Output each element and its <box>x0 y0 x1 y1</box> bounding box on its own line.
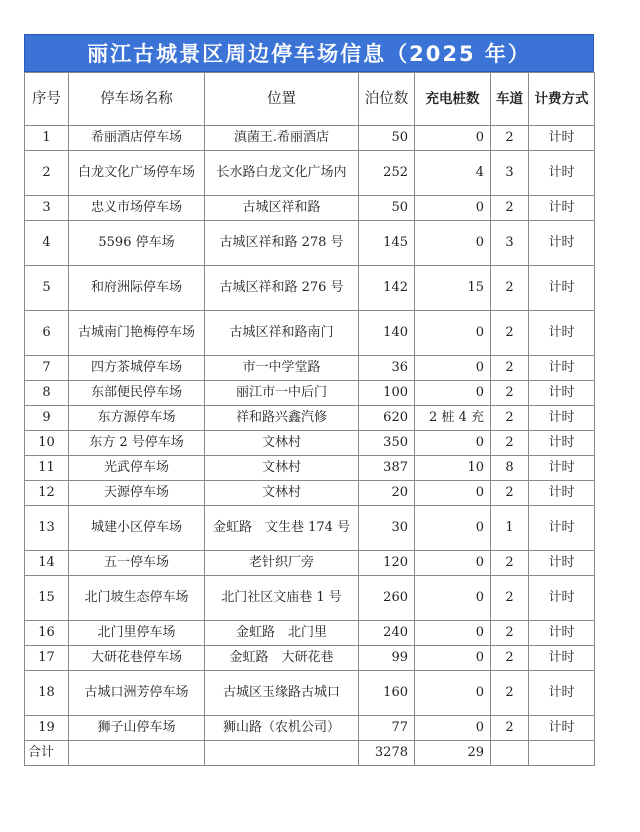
cell-chargers: 0 <box>415 506 491 551</box>
cell-lanes: 2 <box>491 406 529 431</box>
cell-location: 古城区祥和路 <box>205 196 359 221</box>
cell-lanes: 2 <box>491 126 529 151</box>
cell-billing: 计时 <box>529 506 595 551</box>
cell-spaces: 252 <box>359 151 415 196</box>
table-row <box>25 576 595 621</box>
cell-billing: 计时 <box>529 456 595 481</box>
cell-chargers: 0 <box>415 646 491 671</box>
cell-name: 大研花巷停车场 <box>69 646 205 671</box>
cell-chargers: 0 <box>415 196 491 221</box>
cell-lanes: 2 <box>491 646 529 671</box>
table-row <box>25 151 595 196</box>
cell-lanes: 2 <box>491 266 529 311</box>
cell-lanes: 2 <box>491 481 529 506</box>
total-empty-name <box>69 741 205 766</box>
cell-no: 6 <box>25 311 69 356</box>
cell-billing: 计时 <box>529 126 595 151</box>
cell-no: 12 <box>25 481 69 506</box>
header-location: 位置 <box>205 73 359 126</box>
page-title: 丽江古城景区周边停车场信息（2025 年） <box>24 34 594 72</box>
cell-chargers: 0 <box>415 481 491 506</box>
cell-spaces: 240 <box>359 621 415 646</box>
table-row <box>25 381 595 406</box>
cell-location: 老针织厂旁 <box>205 551 359 576</box>
cell-no: 10 <box>25 431 69 456</box>
cell-location: 古城区玉缘路古城口 <box>205 671 359 716</box>
cell-name: 希丽酒店停车场 <box>69 126 205 151</box>
header-chargers: 充电桩数 <box>415 73 491 126</box>
cell-name: 东方源停车场 <box>69 406 205 431</box>
cell-spaces: 120 <box>359 551 415 576</box>
cell-chargers: 0 <box>415 221 491 266</box>
table-row <box>25 126 595 151</box>
cell-chargers: 0 <box>415 431 491 456</box>
table-row <box>25 716 595 741</box>
table-row <box>25 406 595 431</box>
cell-no: 9 <box>25 406 69 431</box>
cell-no: 8 <box>25 381 69 406</box>
cell-chargers: 0 <box>415 551 491 576</box>
table-row <box>25 311 595 356</box>
cell-lanes: 8 <box>491 456 529 481</box>
cell-spaces: 20 <box>359 481 415 506</box>
cell-no: 14 <box>25 551 69 576</box>
parking-table <box>24 72 595 766</box>
cell-location: 狮山路（农机公司） <box>205 716 359 741</box>
cell-spaces: 77 <box>359 716 415 741</box>
header-lanes: 车道 <box>491 73 529 126</box>
cell-name: 忠义市场停车场 <box>69 196 205 221</box>
cell-chargers: 0 <box>415 576 491 621</box>
cell-spaces: 387 <box>359 456 415 481</box>
cell-spaces: 260 <box>359 576 415 621</box>
table-row <box>25 196 595 221</box>
cell-name: 天源停车场 <box>69 481 205 506</box>
cell-chargers: 4 <box>415 151 491 196</box>
cell-no: 5 <box>25 266 69 311</box>
cell-no: 15 <box>25 576 69 621</box>
cell-spaces: 50 <box>359 126 415 151</box>
cell-spaces: 160 <box>359 671 415 716</box>
table-row <box>25 431 595 456</box>
cell-name: 四方茶城停车场 <box>69 356 205 381</box>
cell-lanes: 2 <box>491 671 529 716</box>
cell-spaces: 620 <box>359 406 415 431</box>
table-row <box>25 481 595 506</box>
total-row <box>25 741 595 766</box>
cell-lanes: 2 <box>491 381 529 406</box>
cell-location: 金虹路 北门里 <box>205 621 359 646</box>
cell-billing: 计时 <box>529 356 595 381</box>
cell-billing: 计时 <box>529 381 595 406</box>
total-spaces: 3278 <box>359 741 415 766</box>
parking-info-sheet <box>24 34 594 766</box>
header-billing: 计费方式 <box>529 73 595 126</box>
cell-no: 3 <box>25 196 69 221</box>
cell-lanes: 2 <box>491 196 529 221</box>
cell-lanes: 2 <box>491 576 529 621</box>
cell-no: 18 <box>25 671 69 716</box>
cell-spaces: 30 <box>359 506 415 551</box>
cell-no: 16 <box>25 621 69 646</box>
cell-lanes: 3 <box>491 221 529 266</box>
cell-location: 古城区祥和路南门 <box>205 311 359 356</box>
cell-billing: 计时 <box>529 671 595 716</box>
cell-lanes: 2 <box>491 431 529 456</box>
cell-billing: 计时 <box>529 481 595 506</box>
cell-lanes: 2 <box>491 311 529 356</box>
cell-name: 东部便民停车场 <box>69 381 205 406</box>
cell-name: 和府洲际停车场 <box>69 266 205 311</box>
cell-billing: 计时 <box>529 406 595 431</box>
cell-chargers: 10 <box>415 456 491 481</box>
cell-chargers: 15 <box>415 266 491 311</box>
cell-lanes: 1 <box>491 506 529 551</box>
cell-spaces: 145 <box>359 221 415 266</box>
total-chargers: 29 <box>415 741 491 766</box>
table-row <box>25 621 595 646</box>
cell-name: 东方 2 号停车场 <box>69 431 205 456</box>
cell-spaces: 142 <box>359 266 415 311</box>
cell-location: 金虹路 文生巷 174 号 <box>205 506 359 551</box>
cell-billing: 计时 <box>529 716 595 741</box>
cell-chargers: 0 <box>415 311 491 356</box>
cell-chargers: 0 <box>415 621 491 646</box>
cell-lanes: 2 <box>491 356 529 381</box>
cell-location: 丽江市一中后门 <box>205 381 359 406</box>
cell-no: 19 <box>25 716 69 741</box>
cell-no: 11 <box>25 456 69 481</box>
cell-chargers: 0 <box>415 671 491 716</box>
cell-location: 北门社区文庙巷 1 号 <box>205 576 359 621</box>
cell-location: 金虹路 大研花巷 <box>205 646 359 671</box>
cell-billing: 计时 <box>529 151 595 196</box>
cell-billing: 计时 <box>529 646 595 671</box>
cell-name: 五一停车场 <box>69 551 205 576</box>
cell-lanes: 2 <box>491 621 529 646</box>
cell-spaces: 100 <box>359 381 415 406</box>
table-row <box>25 671 595 716</box>
cell-no: 7 <box>25 356 69 381</box>
cell-no: 13 <box>25 506 69 551</box>
table-row <box>25 646 595 671</box>
cell-lanes: 2 <box>491 716 529 741</box>
cell-no: 4 <box>25 221 69 266</box>
cell-chargers: 0 <box>415 126 491 151</box>
cell-name: 5596 停车场 <box>69 221 205 266</box>
cell-no: 2 <box>25 151 69 196</box>
total-empty-billing <box>529 741 595 766</box>
cell-billing: 计时 <box>529 576 595 621</box>
cell-no: 17 <box>25 646 69 671</box>
header-row <box>25 73 595 126</box>
cell-name: 城建小区停车场 <box>69 506 205 551</box>
cell-location: 市一中学堂路 <box>205 356 359 381</box>
cell-chargers: 0 <box>415 356 491 381</box>
cell-billing: 计时 <box>529 551 595 576</box>
table-row <box>25 266 595 311</box>
cell-billing: 计时 <box>529 431 595 456</box>
cell-billing: 计时 <box>529 621 595 646</box>
cell-billing: 计时 <box>529 311 595 356</box>
table-row <box>25 551 595 576</box>
cell-name: 古城口洲芳停车场 <box>69 671 205 716</box>
cell-location: 文林村 <box>205 456 359 481</box>
cell-spaces: 50 <box>359 196 415 221</box>
cell-location: 古城区祥和路 276 号 <box>205 266 359 311</box>
cell-location: 长水路白龙文化广场内 <box>205 151 359 196</box>
cell-location: 滇菌王.希丽酒店 <box>205 126 359 151</box>
cell-chargers: 0 <box>415 381 491 406</box>
cell-spaces: 99 <box>359 646 415 671</box>
total-empty-location <box>205 741 359 766</box>
table-row <box>25 356 595 381</box>
cell-location: 祥和路兴鑫汽修 <box>205 406 359 431</box>
total-label: 合计 <box>25 741 69 766</box>
cell-name: 光武停车场 <box>69 456 205 481</box>
cell-spaces: 36 <box>359 356 415 381</box>
cell-name: 北门坡生态停车场 <box>69 576 205 621</box>
cell-location: 古城区祥和路 278 号 <box>205 221 359 266</box>
cell-billing: 计时 <box>529 221 595 266</box>
cell-name: 白龙文化广场停车场 <box>69 151 205 196</box>
header-no: 序号 <box>25 73 69 126</box>
cell-chargers: 2 桩 4 充 <box>415 406 491 431</box>
table-row <box>25 506 595 551</box>
cell-lanes: 2 <box>491 551 529 576</box>
cell-billing: 计时 <box>529 196 595 221</box>
header-name: 停车场名称 <box>69 73 205 126</box>
cell-lanes: 3 <box>491 151 529 196</box>
cell-name: 古城南门艳梅停车场 <box>69 311 205 356</box>
cell-no: 1 <box>25 126 69 151</box>
cell-billing: 计时 <box>529 266 595 311</box>
header-spaces: 泊位数 <box>359 73 415 126</box>
cell-location: 文林村 <box>205 431 359 456</box>
cell-name: 狮子山停车场 <box>69 716 205 741</box>
cell-name: 北门里停车场 <box>69 621 205 646</box>
cell-chargers: 0 <box>415 716 491 741</box>
cell-spaces: 350 <box>359 431 415 456</box>
cell-spaces: 140 <box>359 311 415 356</box>
total-empty-lanes <box>491 741 529 766</box>
cell-location: 文林村 <box>205 481 359 506</box>
table-row <box>25 456 595 481</box>
table-row <box>25 221 595 266</box>
